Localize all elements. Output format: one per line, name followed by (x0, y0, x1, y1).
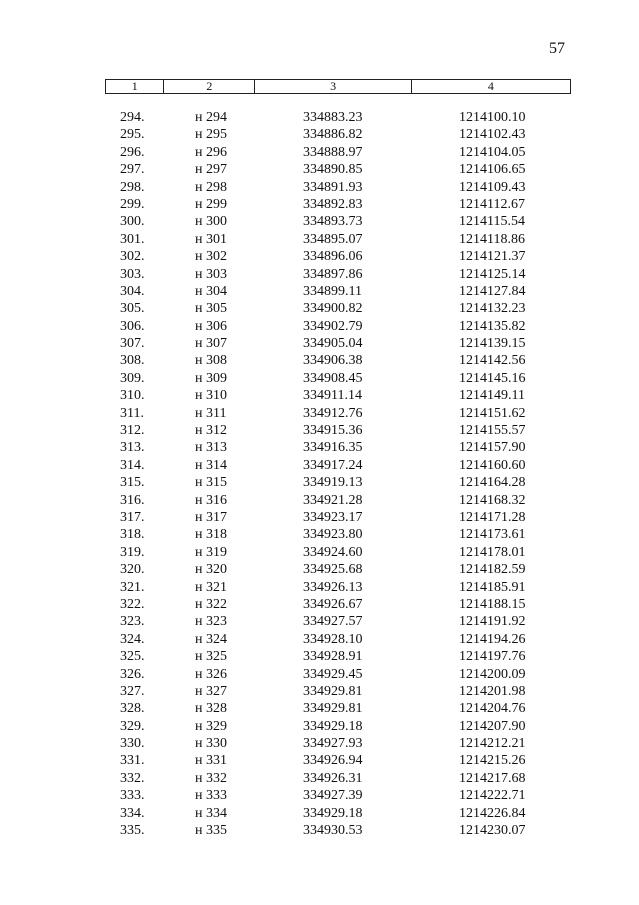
point-label: н 311 (195, 405, 227, 421)
coord-y: 1214164.28 (459, 475, 526, 491)
coord-x: 334927.93 (303, 736, 363, 752)
coord-y: 1214212.21 (459, 736, 526, 752)
row-number: 327. (120, 683, 145, 699)
point-label: н 304 (195, 283, 227, 299)
coord-y: 1214182.59 (459, 562, 526, 578)
coord-x: 334926.13 (303, 579, 363, 595)
coord-y: 1214106.65 (459, 162, 526, 178)
table-row (105, 718, 571, 735)
table-row (105, 335, 571, 352)
row-number: 322. (120, 596, 145, 612)
coord-x: 334926.31 (303, 770, 363, 786)
point-label: н 312 (195, 423, 227, 439)
coord-y: 1214188.15 (459, 596, 526, 612)
row-number: 307. (120, 336, 145, 352)
coord-y: 1214201.98 (459, 683, 526, 699)
header-cell-3: 3 (255, 80, 411, 94)
table-row (105, 613, 571, 630)
row-number: 331. (120, 753, 145, 769)
point-label: н 323 (195, 614, 227, 630)
table-row (105, 179, 571, 196)
row-number: 299. (120, 196, 145, 212)
table-row (105, 648, 571, 665)
point-label: н 319 (195, 544, 227, 560)
row-number: 323. (120, 614, 145, 630)
table-row (105, 231, 571, 248)
row-number: 312. (120, 423, 145, 439)
coord-y: 1214168.32 (459, 492, 526, 508)
point-label: н 299 (195, 196, 227, 212)
row-number: 311. (120, 405, 144, 421)
point-label: н 300 (195, 214, 227, 230)
point-label: н 326 (195, 666, 227, 682)
coord-y: 1214204.76 (459, 701, 526, 717)
table-row (105, 579, 571, 596)
table-row (105, 526, 571, 543)
table-row (105, 266, 571, 283)
point-label: н 320 (195, 562, 227, 578)
table-row (105, 700, 571, 717)
table-row (105, 544, 571, 561)
coord-x: 334929.81 (303, 683, 363, 699)
row-number: 329. (120, 718, 145, 734)
coord-y: 1214132.23 (459, 301, 526, 317)
table-row (105, 596, 571, 613)
row-number: 333. (120, 788, 145, 804)
row-number: 318. (120, 527, 145, 543)
row-number: 309. (120, 370, 145, 386)
row-number: 305. (120, 301, 145, 317)
point-label: н 316 (195, 492, 227, 508)
page-number: 57 (549, 40, 565, 57)
point-label: н 335 (195, 823, 227, 839)
coord-x: 334902.79 (303, 318, 363, 334)
coord-x: 334883.23 (303, 110, 363, 125)
point-label: н 295 (195, 127, 227, 143)
point-label: н 297 (195, 162, 227, 178)
coord-y: 1214215.26 (459, 753, 526, 769)
coord-x: 334886.82 (303, 127, 363, 143)
point-label: н 317 (195, 509, 227, 525)
row-number: 316. (120, 492, 145, 508)
coord-x: 334917.24 (303, 457, 363, 473)
point-label: н 313 (195, 440, 227, 456)
row-number: 295. (120, 127, 145, 143)
coord-y: 1214102.43 (459, 127, 526, 143)
table-row (105, 561, 571, 578)
coord-y: 1214104.05 (459, 144, 526, 160)
row-number: 335. (120, 823, 145, 839)
coord-x: 334928.10 (303, 631, 363, 647)
table-row (105, 422, 571, 439)
coord-x: 334923.80 (303, 527, 363, 543)
table-row (105, 213, 571, 230)
row-number: 297. (120, 162, 145, 178)
point-label: н 310 (195, 388, 227, 404)
coord-x: 334924.60 (303, 544, 363, 560)
row-number: 324. (120, 631, 145, 647)
table-row (105, 405, 571, 422)
coord-y: 1214139.15 (459, 336, 526, 352)
header-cell-4: 4 (411, 80, 570, 94)
coord-x: 334925.68 (303, 562, 363, 578)
point-label: н 321 (195, 579, 227, 595)
coord-y: 1214200.09 (459, 666, 526, 682)
coord-y: 1214145.16 (459, 370, 526, 386)
point-label: н 331 (195, 753, 227, 769)
coord-x: 334911.14 (303, 388, 362, 404)
table-row (105, 370, 571, 387)
coord-x: 334906.38 (303, 353, 363, 369)
row-number: 321. (120, 579, 145, 595)
coord-y: 1214151.62 (459, 405, 526, 421)
coord-y: 1214194.26 (459, 631, 526, 647)
coord-x: 334929.45 (303, 666, 363, 682)
coord-x: 334915.36 (303, 423, 363, 439)
table-row (105, 770, 571, 787)
point-label: н 308 (195, 353, 227, 369)
row-number: 317. (120, 509, 145, 525)
row-number: 332. (120, 770, 145, 786)
coord-y: 1214157.90 (459, 440, 526, 456)
coord-y: 1214178.01 (459, 544, 526, 560)
header-cell-1: 1 (106, 80, 164, 94)
coord-x: 334912.76 (303, 405, 363, 421)
table-row (105, 509, 571, 526)
coord-x: 334899.11 (303, 283, 362, 299)
point-label: н 329 (195, 718, 227, 734)
coord-y: 1214191.92 (459, 614, 526, 630)
row-number: 296. (120, 144, 145, 160)
table-row (105, 144, 571, 161)
table-row (105, 352, 571, 369)
table-row (105, 822, 571, 839)
table-row (105, 318, 571, 335)
row-number: 306. (120, 318, 145, 334)
coord-y: 1214115.54 (459, 214, 525, 230)
coord-y: 1214155.57 (459, 423, 526, 439)
point-label: н 307 (195, 336, 227, 352)
coord-y: 1214149.11 (459, 388, 525, 404)
row-number: 320. (120, 562, 145, 578)
coord-x: 334900.82 (303, 301, 363, 317)
coord-y: 1214222.71 (459, 788, 526, 804)
point-label: н 325 (195, 649, 227, 665)
point-label: н 305 (195, 301, 227, 317)
table-row (105, 457, 571, 474)
coord-x: 334896.06 (303, 249, 363, 265)
coord-y: 1214125.14 (459, 266, 526, 282)
coord-x: 334893.73 (303, 214, 363, 230)
coord-y: 1214135.82 (459, 318, 526, 334)
row-number: 303. (120, 266, 145, 282)
coord-x: 334929.81 (303, 701, 363, 717)
table-row (105, 735, 571, 752)
coord-x: 334905.04 (303, 336, 363, 352)
row-number: 319. (120, 544, 145, 560)
row-number: 298. (120, 179, 145, 195)
point-label: н 301 (195, 231, 227, 247)
coord-y: 1214160.60 (459, 457, 526, 473)
row-number: 325. (120, 649, 145, 665)
row-number: 330. (120, 736, 145, 752)
row-number: 315. (120, 475, 145, 491)
point-label: н 327 (195, 683, 227, 699)
table-row (105, 631, 571, 648)
coord-x: 334897.86 (303, 266, 363, 282)
coord-y: 1214217.68 (459, 770, 526, 786)
coord-y: 1214230.07 (459, 823, 526, 839)
coord-y: 1214127.84 (459, 283, 526, 299)
row-number: 310. (120, 388, 145, 404)
table-row (105, 492, 571, 509)
table-row (105, 752, 571, 769)
point-label: н 302 (195, 249, 227, 265)
table-row (105, 126, 571, 143)
coord-x: 334929.18 (303, 805, 363, 821)
coord-y: 1214118.86 (459, 231, 525, 247)
table-row (105, 474, 571, 491)
coord-y: 1214197.76 (459, 649, 526, 665)
point-label: н 296 (195, 144, 227, 160)
coord-x: 334930.53 (303, 823, 363, 839)
table-row (105, 109, 571, 126)
coord-x: 334908.45 (303, 370, 363, 386)
row-number: 313. (120, 440, 145, 456)
point-label: н 322 (195, 596, 227, 612)
point-label: н 332 (195, 770, 227, 786)
row-number: 304. (120, 283, 145, 299)
header-cell-2: 2 (164, 80, 255, 94)
coord-x: 334923.17 (303, 509, 363, 525)
row-number: 308. (120, 353, 145, 369)
table-row (105, 387, 571, 404)
coord-x: 334888.97 (303, 144, 363, 160)
point-label: н 324 (195, 631, 227, 647)
coord-y: 1214207.90 (459, 718, 526, 734)
table-row (105, 683, 571, 700)
coord-x: 334921.28 (303, 492, 363, 508)
coord-x: 334926.67 (303, 596, 363, 612)
coordinate-table-body (105, 109, 571, 839)
point-label: н 306 (195, 318, 227, 334)
coord-y: 1214226.84 (459, 805, 526, 821)
point-label: н 315 (195, 475, 227, 491)
table-row (105, 787, 571, 804)
table-row (105, 439, 571, 456)
row-number: 326. (120, 666, 145, 682)
table-row (105, 248, 571, 265)
coord-y: 1214185.91 (459, 579, 526, 595)
coord-y: 1214100.10 (459, 110, 526, 125)
coord-x: 334895.07 (303, 231, 363, 247)
coord-y: 1214112.67 (459, 196, 525, 212)
coord-x: 334891.93 (303, 179, 363, 195)
table-header (105, 79, 571, 94)
point-label: н 314 (195, 457, 227, 473)
point-label: н 330 (195, 736, 227, 752)
point-label: н 328 (195, 701, 227, 717)
point-label: н 334 (195, 805, 227, 821)
coord-x: 334919.13 (303, 475, 363, 491)
row-number: 328. (120, 701, 145, 717)
coord-x: 334890.85 (303, 162, 363, 178)
row-number: 301. (120, 231, 145, 247)
coord-x: 334927.57 (303, 614, 363, 630)
table-row (105, 300, 571, 317)
coord-x: 334928.91 (303, 649, 363, 665)
table-row (105, 196, 571, 213)
coord-y: 1214173.61 (459, 527, 526, 543)
row-number: 314. (120, 457, 145, 473)
coord-x: 334892.83 (303, 196, 363, 212)
point-label: н 294 (195, 110, 227, 125)
coord-x: 334926.94 (303, 753, 363, 769)
header-row (106, 80, 571, 94)
point-label: н 298 (195, 179, 227, 195)
table-row (105, 161, 571, 178)
coord-x: 334927.39 (303, 788, 363, 804)
row-number: 294. (120, 110, 145, 125)
coord-y: 1214109.43 (459, 179, 526, 195)
row-number: 300. (120, 214, 145, 230)
coord-y: 1214142.56 (459, 353, 526, 369)
coord-x: 334916.35 (303, 440, 363, 456)
coord-y: 1214121.37 (459, 249, 526, 265)
point-label: н 318 (195, 527, 227, 543)
table-row (105, 805, 571, 822)
point-label: н 303 (195, 266, 227, 282)
row-number: 334. (120, 805, 145, 821)
table-row (105, 283, 571, 300)
coord-x: 334929.18 (303, 718, 363, 734)
point-label: н 333 (195, 788, 227, 804)
table-row (105, 666, 571, 683)
coord-y: 1214171.28 (459, 509, 526, 525)
point-label: н 309 (195, 370, 227, 386)
row-number: 302. (120, 249, 145, 265)
